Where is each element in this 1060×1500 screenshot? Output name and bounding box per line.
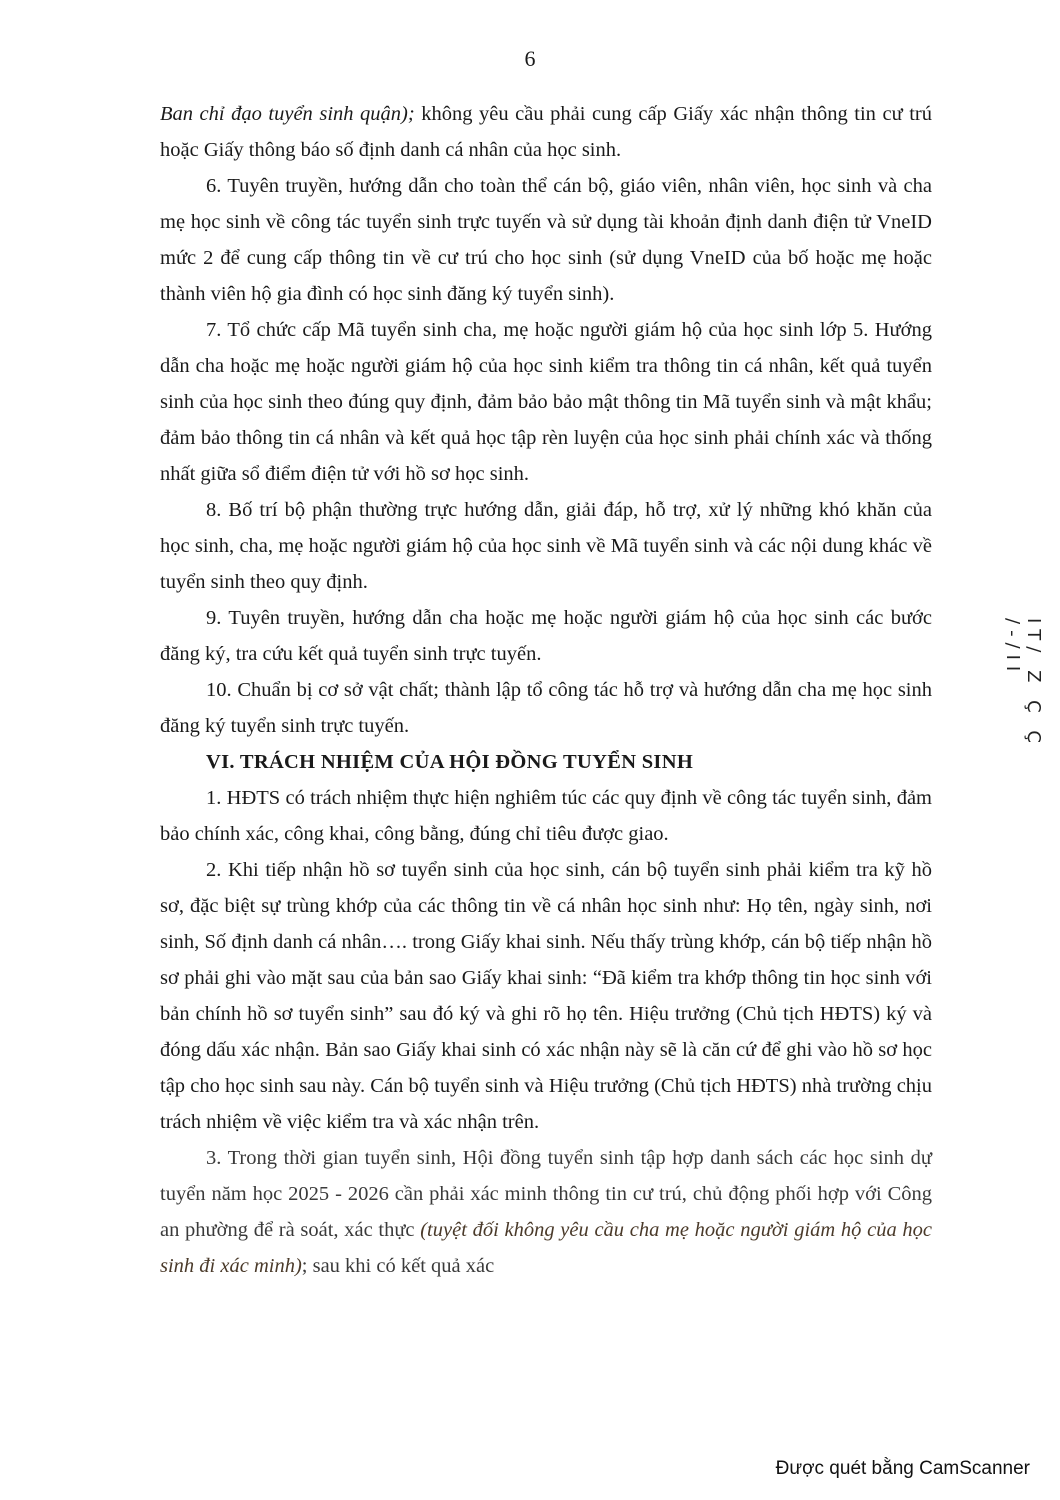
paragraph-10: 10. Chuẩn bị cơ sở vật chất; thành lập tổ công tác hỗ trợ và hướng dẫn cha mẹ học sinh đăng ký tuyển sinh trực tuyến. [160,679,932,737]
section-heading-vi: VI. TRÁCH NHIỆM CỦA HỘI ĐỒNG TUYỂN SINH [206,751,694,773]
page-number: 6 [524,46,536,71]
section-item-3-end: ; sau khi có kết quả xác [301,1255,495,1277]
paragraph-text: không yêu cầu phải cung cấp Giấy xác nhận thông tin cư trú hoặc Giấy thông báo số định danh cá nhân của học sinh. [160,103,932,161]
margin-handwriting: IT/ Z Ç Ç /-/II [1002,618,1044,750]
italic-phrase: Ban chỉ đạo tuyển sinh quận); [160,103,415,125]
section-item-3-start: 3. Trong thời gian tuyển sinh, Hội đồng tuyển sinh tập hợp danh sách các học sinh dự tuyển năm học 2025 - 2026 cần phải xác minh thông tin cư trú, chủ động phối hợp với Công an phường để rà soát, xác thực [160,1147,932,1241]
section-item-1: 1. HĐTS có trách nhiệm thực hiện nghiêm túc các quy định về công tác tuyển sinh, đảm bảo chính xác, công khai, công bằng, đúng chỉ tiêu được giao. [160,787,932,845]
document-body [160,96,932,1284]
paragraph-6: 6. Tuyên truyền, hướng dẫn cho toàn thể cán bộ, giáo viên, nhân viên, học sinh và cha mẹ học sinh về công tác tuyển sinh trực tuyến và sử dụng tài khoản định danh điện tử VneID mức 2 để cung cấp thông tin về cư trú cho học sinh (sử dụng VneID của bố hoặc mẹ hoặc thành viên hộ gia đình có học sinh đăng ký tuyển sinh). [160,175,932,305]
paragraph-7: 7. Tổ chức cấp Mã tuyển sinh cha, mẹ hoặc người giám hộ của học sinh lớp 5. Hướng dẫn cha hoặc mẹ hoặc người giám hộ của học sinh kiểm tra thông tin cá nhân, kết quả tuyển sinh của học sinh theo đúng quy định, đảm bảo bảo mật thông tin Mã tuyển sinh và mật khẩu; đảm bảo thông tin cá nhân và kết quả học tập rèn luyện của học sinh phải chính xác và thống nhất giữa sổ điểm điện tử với hồ sơ học sinh. [160,319,932,485]
section-item-2: 2. Khi tiếp nhận hồ sơ tuyển sinh của học sinh, cán bộ tuyển sinh phải kiểm tra kỹ hồ sơ, đặc biệt sự trùng khớp của các thông tin về cá nhân học sinh như: Họ tên, ngày sinh, nơi sinh, Số định danh cá nhân…. trong Giấy khai sinh. Nếu thấy trùng khớp, cán bộ tiếp nhận hồ sơ phải ghi vào mặt sau của bản sao Giấy khai sinh: “Đã kiểm tra khớp thông tin học sinh với bản chính hồ sơ tuyển sinh” sau đó ký và ghi rõ họ tên. Hiệu trưởng (Chủ tịch HĐTS) ký và đóng dấu xác nhận. Bản sao Giấy khai sinh có xác nhận này sẽ là căn cứ để ghi vào hồ sơ học tập cho học sinh sau này. Cán bộ tuyển sinh và Hiệu trưởng (Chủ tịch HĐTS) nhà trường chịu trách nhiệm về việc kiểm tra và xác nhận trên. [160,859,932,1133]
paragraph-8: 8. Bố trí bộ phận thường trực hướng dẫn, giải đáp, hỗ trợ, xử lý những khó khăn của học sinh, cha, mẹ hoặc người giám hộ của học sinh về Mã tuyển sinh và các nội dung khác về tuyển sinh theo quy định. [160,499,932,593]
section-item-3 [160,1140,932,1284]
paragraph-9: 9. Tuyên truyền, hướng dẫn cha hoặc mẹ hoặc người giám hộ của học sinh các bước đăng ký, tra cứu kết quả tuyển sinh trực tuyến. [160,607,932,665]
scanner-watermark: Được quét bằng CamScanner [775,1458,1030,1479]
paragraph-continuation [160,96,932,168]
section-item-3-italic: (tuyệt đối không yêu cầu cha mẹ hoặc người giám hộ của học sinh đi xác minh) [160,1219,933,1277]
